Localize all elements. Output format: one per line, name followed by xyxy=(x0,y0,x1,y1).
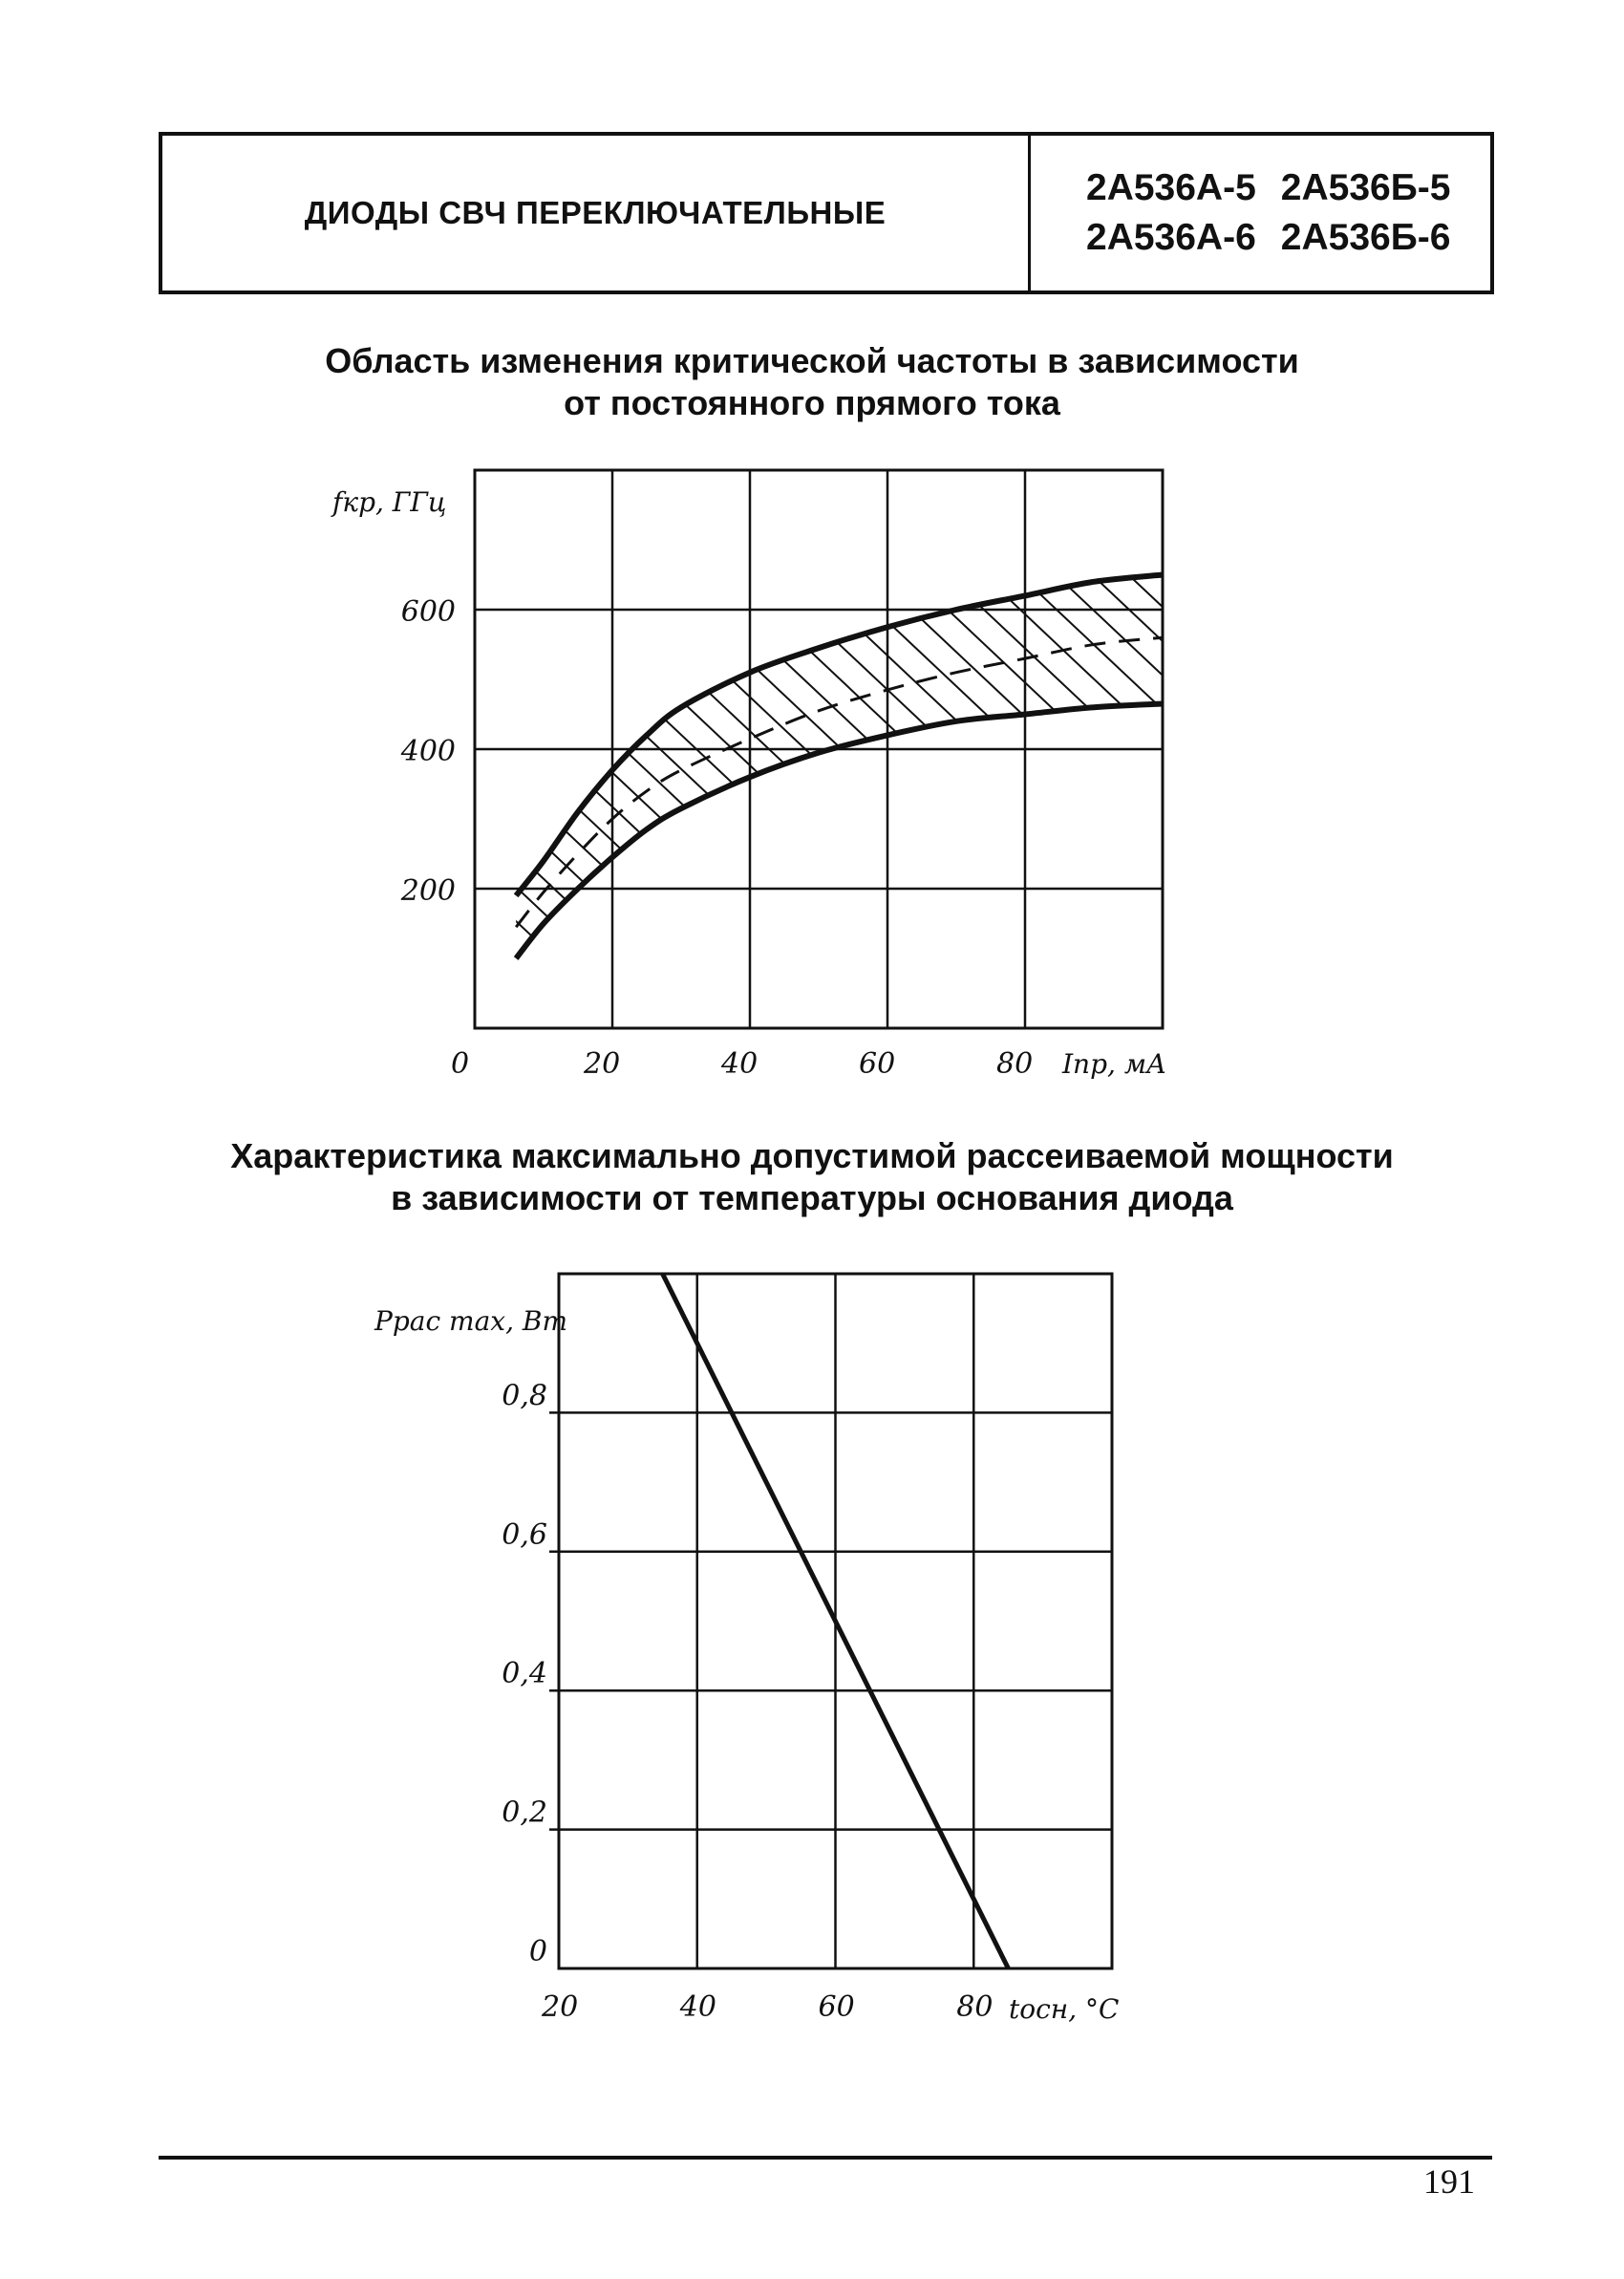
hatch-line xyxy=(0,470,448,1028)
chart2-title-line: в зависимости от температуры основания диода xyxy=(391,1178,1233,1217)
x-tick-label: 80 xyxy=(956,1990,994,2024)
hatch-line xyxy=(1235,470,1624,1028)
y-tick-label: 400 xyxy=(400,735,456,768)
model-code: 2А536Б-6 xyxy=(1280,217,1451,258)
y-tick-label: 0,2 xyxy=(502,1795,547,1830)
x-tick-label: 20 xyxy=(542,1990,579,2024)
origin-label: 0 xyxy=(451,1047,470,1081)
x-axis-label: Iпр, мА xyxy=(1062,1048,1167,1080)
critical-frequency-chart xyxy=(0,0,1624,1128)
x-tick-label: 60 xyxy=(818,1990,855,2024)
footer-rule xyxy=(159,2156,1492,2160)
model-code: 2А536А-5 xyxy=(1086,167,1256,208)
y-tick-label: 0,4 xyxy=(502,1657,547,1691)
chart2-title xyxy=(0,1135,1624,1219)
chart2-title-line: Характеристика максимально допустимой рассеиваемой мощности xyxy=(230,1136,1394,1175)
x-tick-label: 40 xyxy=(721,1047,759,1081)
x-tick-label: 60 xyxy=(859,1047,896,1081)
hatch-line xyxy=(0,470,375,1028)
y-tick-label: 600 xyxy=(400,595,456,629)
hatch-line xyxy=(0,470,339,1028)
y-axis-label: fкр, ГГц xyxy=(332,486,447,518)
hatch-line xyxy=(1126,470,1624,1028)
y-tick-label: 0 xyxy=(528,1935,547,1968)
hatch-line xyxy=(1163,470,1624,1028)
x-axis-label: tосн, °C xyxy=(1009,1993,1120,2025)
max-power-chart xyxy=(0,1242,1624,2064)
y-axis-label: Pрас max, Вт xyxy=(374,1305,568,1337)
model-code: 2А536А-6 xyxy=(1086,217,1256,258)
x-tick-label: 20 xyxy=(584,1047,621,1081)
y-tick-label: 0,6 xyxy=(502,1517,547,1552)
hatch-line xyxy=(1271,470,1624,1028)
chart1-title-line: Область изменения критической частоты в зависимости xyxy=(325,341,1299,380)
hatch-line xyxy=(0,470,303,1028)
chart1-title-line: от постоянного прямого тока xyxy=(564,383,1060,422)
hatch-line xyxy=(1308,470,1624,1028)
y-tick-label: 200 xyxy=(400,874,456,908)
x-tick-label: 80 xyxy=(996,1047,1034,1081)
model-code: 2А536Б-5 xyxy=(1280,167,1451,208)
document-title: ДИОДЫ СВЧ ПЕРЕКЛЮЧАТЕЛЬНЫЕ xyxy=(304,195,887,230)
page-number: 191 xyxy=(1423,2162,1475,2201)
hatch-line xyxy=(0,470,412,1028)
hatch-line xyxy=(1199,470,1624,1028)
hatch-line xyxy=(1090,470,1624,1028)
y-tick-label: 0,8 xyxy=(502,1379,547,1413)
x-tick-label: 40 xyxy=(679,1990,716,2024)
